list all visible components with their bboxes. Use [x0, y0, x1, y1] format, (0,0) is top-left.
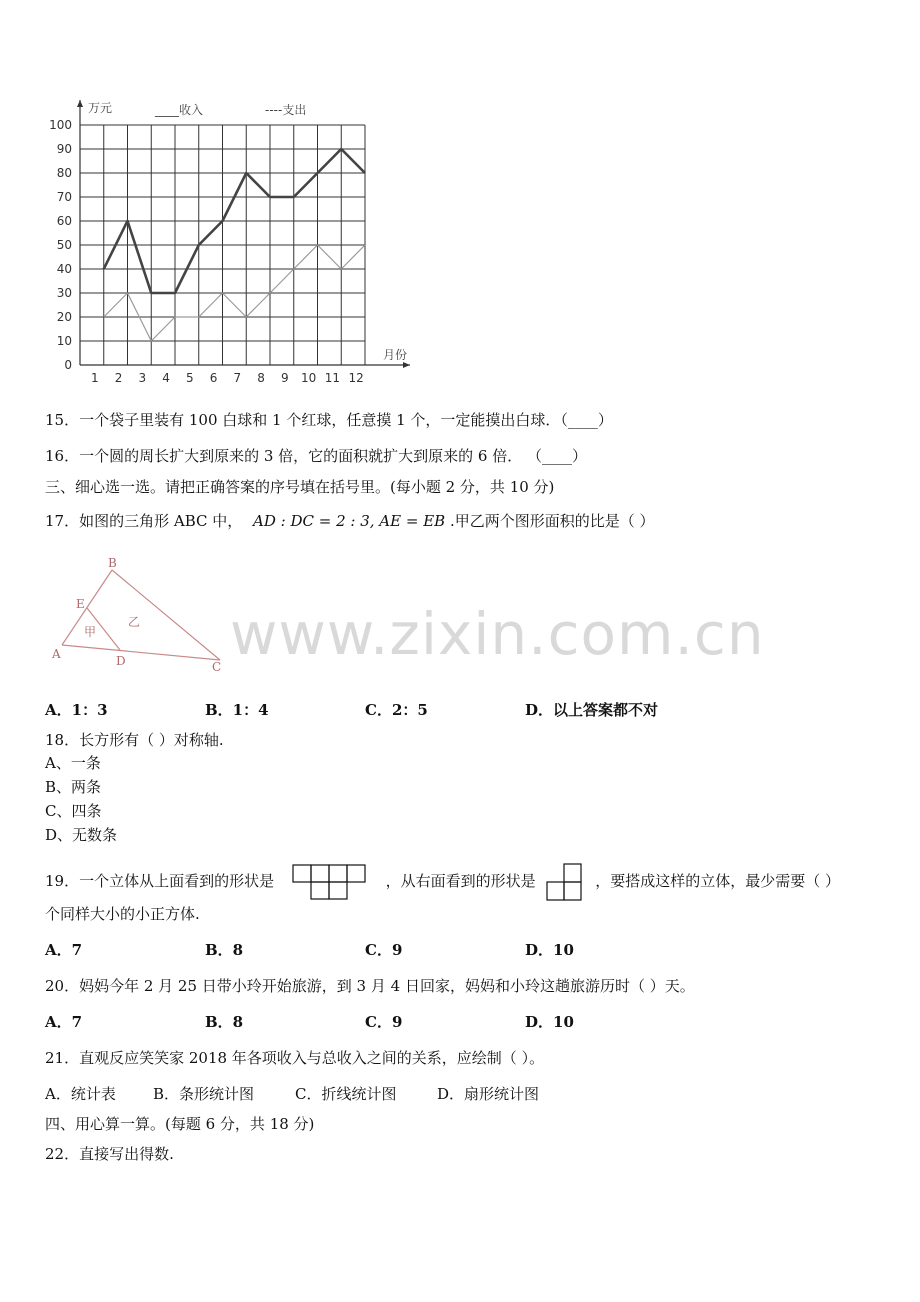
question-18: 18．长方形有（ ）对称轴.: [45, 731, 224, 749]
y-tick-label: 90: [56, 142, 72, 156]
y-tick-label: 50: [56, 238, 72, 252]
q17-option-b[interactable]: B．1：4: [205, 701, 269, 719]
question-15: 15．一个袋子里装有 100 白球和 1 个红球，任意摸 1 个，一定能摸出白球．（____）: [45, 411, 613, 429]
q18-option-d[interactable]: D、无数条: [45, 826, 118, 844]
y-axis-arrow: [77, 100, 83, 107]
chart-axes: [77, 100, 410, 368]
label-yi: 乙: [128, 615, 141, 629]
y-tick-label: 0: [64, 358, 72, 372]
x-axis-label: 月份: [383, 348, 408, 362]
income-expense-line-chart: [40, 95, 420, 395]
y-tick-label: 60: [56, 214, 72, 228]
y-tick-label: 20: [56, 310, 72, 324]
label-b: B: [108, 556, 117, 570]
question-17-formula: AD : DC = 2 : 3, AE = EB: [253, 512, 446, 530]
question-19-text-b: ，从右面看到的形状是: [385, 872, 536, 890]
y-tick-label: 70: [56, 190, 72, 204]
x-tick-label: 7: [233, 371, 242, 385]
section-3-heading: 三、细心选一选。请把正确答案的序号填在括号里。(每小题 2 分，共 10 分): [45, 478, 555, 496]
q21-option-c[interactable]: C．折线统计图: [295, 1085, 397, 1103]
x-tick-label: 12: [348, 371, 364, 385]
label-a: A: [52, 647, 61, 661]
q19-option-b[interactable]: B．8: [205, 941, 244, 959]
x-tick-label: 6: [209, 371, 218, 385]
chart-grid: [80, 125, 365, 365]
q18-option-a[interactable]: A、一条: [45, 754, 101, 772]
right-view-figure: [544, 862, 586, 902]
x-tick-label: 11: [324, 371, 341, 385]
top-view-figure: [287, 863, 367, 901]
question-22: 22．直接写出得数.: [45, 1145, 174, 1163]
q21-option-b[interactable]: B．条形统计图: [153, 1085, 255, 1103]
q17-option-c[interactable]: C．2：5: [365, 701, 428, 719]
x-tick-label: 9: [281, 371, 289, 385]
label-jia: 甲: [84, 625, 97, 639]
x-tick-label: 10: [300, 371, 317, 385]
q21-option-d[interactable]: D．扇形统计图: [437, 1085, 540, 1103]
q20-option-b[interactable]: B．8: [205, 1013, 244, 1031]
y-tick-label: 80: [56, 166, 72, 180]
q20-option-a[interactable]: A．7: [45, 1013, 83, 1031]
y-tick-label: 10: [56, 334, 72, 348]
question-19-text-a: 19．一个立体从上面看到的形状是: [45, 872, 275, 890]
q17-option-d[interactable]: D．以上答案都不对: [525, 701, 659, 719]
question-19: [45, 862, 840, 902]
y-axis-label: 万元: [88, 101, 113, 115]
q19-option-d[interactable]: D．10: [525, 941, 574, 959]
question-19-text-c: ，要搭成这样的立体，最少需要（ ）: [595, 872, 841, 890]
question-17-text-a: 17．如图的三角形 ABC 中，: [45, 512, 243, 530]
q17-option-a[interactable]: A．1：3: [45, 701, 108, 719]
y-tick-label: 30: [56, 286, 72, 300]
question-20: 20．妈妈今年 2 月 25 日带小玲开始旅游，到 3 月 4 日回家，妈妈和小玲这趟旅游历时（ ）天。: [45, 977, 695, 995]
q18-option-c[interactable]: C、四条: [45, 802, 102, 820]
x-tick-label: 8: [257, 371, 265, 385]
q20-option-d[interactable]: D．10: [525, 1013, 574, 1031]
x-tick-label: 2: [114, 371, 123, 385]
label-c: C: [212, 660, 222, 674]
triangle-abc-figure: [50, 555, 230, 675]
x-tick-label: 4: [162, 371, 170, 385]
q19-option-a[interactable]: A．7: [45, 941, 83, 959]
side-ac: [62, 645, 220, 660]
question-21: 21．直观反应笑笑家 2018 年各项收入与总收入之间的关系，应绘制（ ）。: [45, 1049, 545, 1067]
q19-option-c[interactable]: C．9: [365, 941, 403, 959]
x-tick-label: 5: [186, 371, 194, 385]
y-tick-label: 40: [56, 262, 72, 276]
question-19-continued: 个同样大小的小正方体.: [45, 905, 200, 923]
section-4-heading: 四、用心算一算。(每题 6 分，共 18 分): [45, 1115, 315, 1133]
q21-option-a[interactable]: A．统计表: [45, 1085, 116, 1103]
q20-option-c[interactable]: C．9: [365, 1013, 403, 1031]
question-17-text-b: .甲乙两个图形面积的比是（ ）: [449, 512, 655, 530]
x-tick-label: 1: [91, 371, 99, 385]
legend-expense: ----支出: [265, 103, 307, 117]
question-16: 16．一个圆的周长扩大到原来的 3 倍，它的面积就扩大到原来的 6 倍． （____）: [45, 447, 588, 465]
label-d: D: [116, 654, 126, 668]
x-tick-label: 3: [138, 371, 147, 385]
x-axis-arrow: [403, 362, 410, 368]
label-e: E: [76, 597, 85, 611]
watermark: www.zixin.com.cn: [230, 600, 765, 668]
q18-option-b[interactable]: B、两条: [45, 778, 102, 796]
question-17: [45, 511, 655, 531]
y-tick-label: 100: [49, 118, 72, 132]
chart-labels: [49, 101, 407, 385]
legend-income: ____收入: [155, 103, 204, 117]
